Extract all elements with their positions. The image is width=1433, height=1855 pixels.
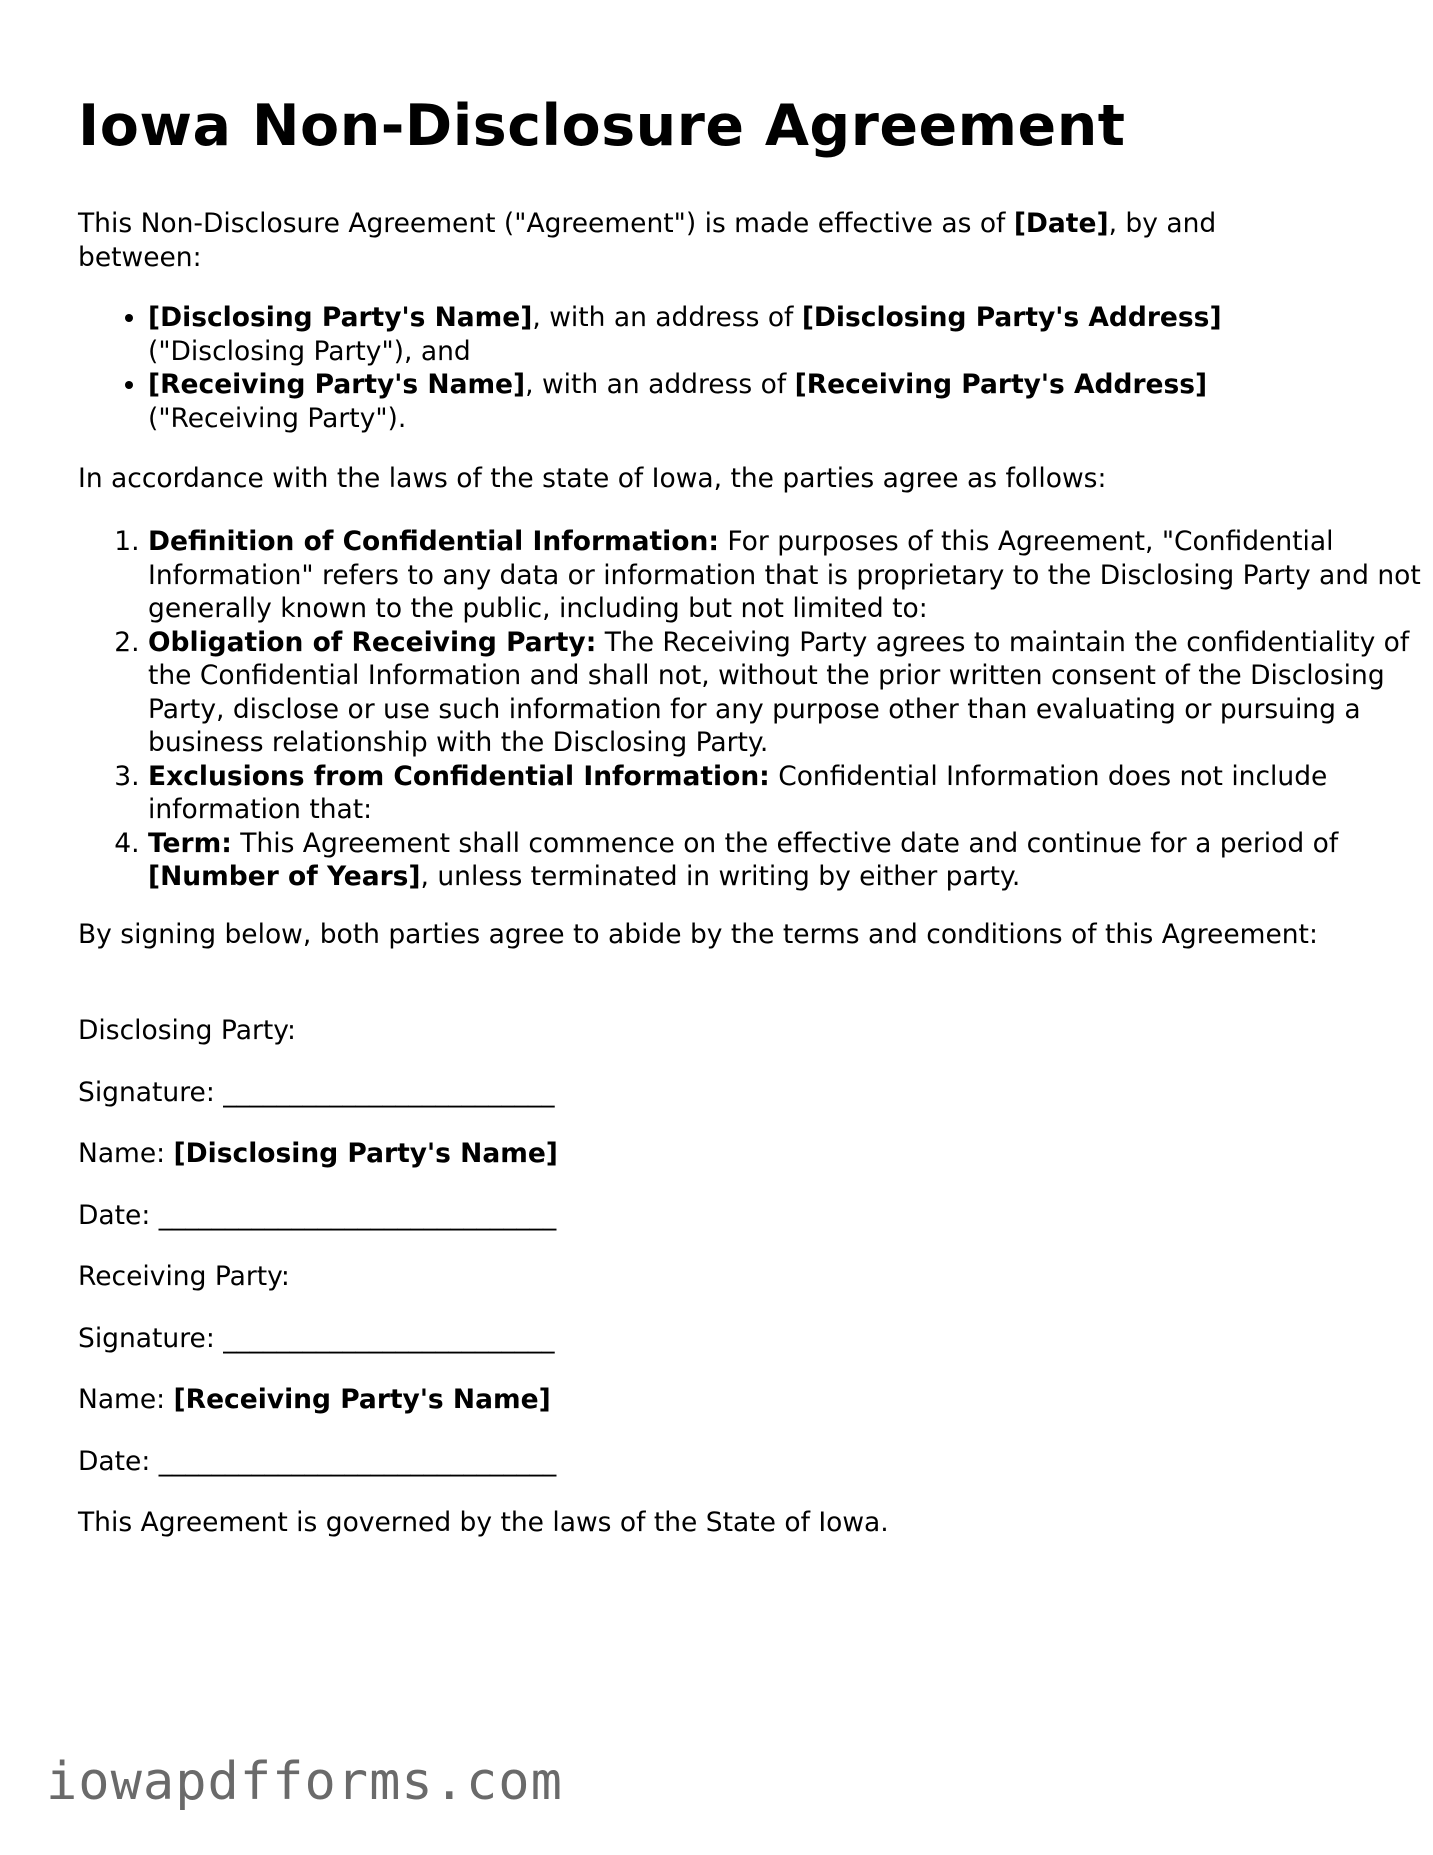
list-item (148, 760, 1428, 827)
receiving-signature-line: Signature: _________________________ (78, 1323, 555, 1354)
receiving-name-line (78, 1383, 551, 1417)
disclosing-signature-line: Signature: _________________________ (78, 1077, 555, 1108)
list-item (148, 626, 1428, 760)
intro-text-1: This Non-Disclosure Agreement ("Agreement") is made effective as of (78, 208, 1014, 239)
party-text: , with an address of (525, 369, 795, 400)
name-label: Name: (78, 1138, 174, 1169)
disclosing-name-placeholder: [Disclosing Party's Name] (148, 302, 533, 333)
party-text: , with an address of (532, 302, 802, 333)
list-item (148, 368, 1348, 435)
list-item (148, 525, 1428, 626)
terms-list (78, 525, 1428, 894)
party-text: ("Disclosing Party"), and (148, 335, 471, 367)
accordance-paragraph: In accordance with the laws of the state of Iowa, the parties agree as follows: (78, 463, 1107, 494)
term-text: This Agreement shall commence on the effective date and continue for a period of (231, 827, 1339, 859)
disclosing-name-line (78, 1137, 558, 1171)
term-heading: Exclusions from Confidential Information: (148, 760, 770, 792)
party-text: ("Receiving Party"). (148, 402, 407, 434)
list-item (148, 301, 1348, 368)
term-text: For purposes of this Agreement, "Confidential Information" refers to any data or information that is proprietary to the Disclosing Party and not generally known to the public, including but not limited to: (148, 526, 1421, 624)
parties-list (78, 301, 1348, 435)
list-item (148, 827, 1428, 894)
name-label: Name: (78, 1384, 174, 1415)
page-title: Iowa Non-Disclosure Agreement (78, 93, 1126, 159)
years-placeholder: [Number of Years] (148, 861, 421, 892)
effective-date-placeholder: [Date] (1013, 208, 1109, 239)
governing-law-statement: This Agreement is governed by the laws of the State of Iowa. (78, 1507, 889, 1538)
signing-intro: By signing below, both parties agree to abide by the terms and conditions of this Agreement: (78, 919, 1318, 950)
term-text: , unless terminated in writing by either party. (420, 861, 1021, 892)
term-text: The Receiving Party agrees to maintain the confidentiality of the Confidential Information and shall not, without the prior written consent of the Disclosing Party, disclose or use such information for any purpose other than evaluating or pursuing a business relationship with the Disclosing Party. (148, 626, 1410, 758)
term-heading: Term: (148, 827, 232, 859)
intro-text-2: , by and between: (78, 208, 1217, 273)
term-heading: Definition of Confidential Information: (148, 526, 719, 557)
receiving-date-line: Date: ______________________________ (78, 1446, 557, 1477)
receiving-address-placeholder: [Receiving Party's Address] (794, 369, 1208, 400)
disclosing-party-label: Disclosing Party: (78, 1015, 296, 1046)
term-heading: Obligation of Receiving Party: (148, 626, 597, 658)
disclosing-address-placeholder: [Disclosing Party's Address] (801, 302, 1222, 333)
receiving-name-value: [Receiving Party's Name] (173, 1384, 551, 1415)
intro-paragraph (78, 207, 1318, 274)
watermark: iowapdfforms.com (46, 1752, 563, 1812)
receiving-name-placeholder: [Receiving Party's Name] (148, 369, 526, 400)
disclosing-name-value: [Disclosing Party's Name] (173, 1138, 558, 1169)
term-text: Confidential Information does not include information that: (148, 760, 1328, 825)
disclosing-date-line: Date: ______________________________ (78, 1200, 557, 1231)
receiving-party-label: Receiving Party: (78, 1261, 290, 1292)
